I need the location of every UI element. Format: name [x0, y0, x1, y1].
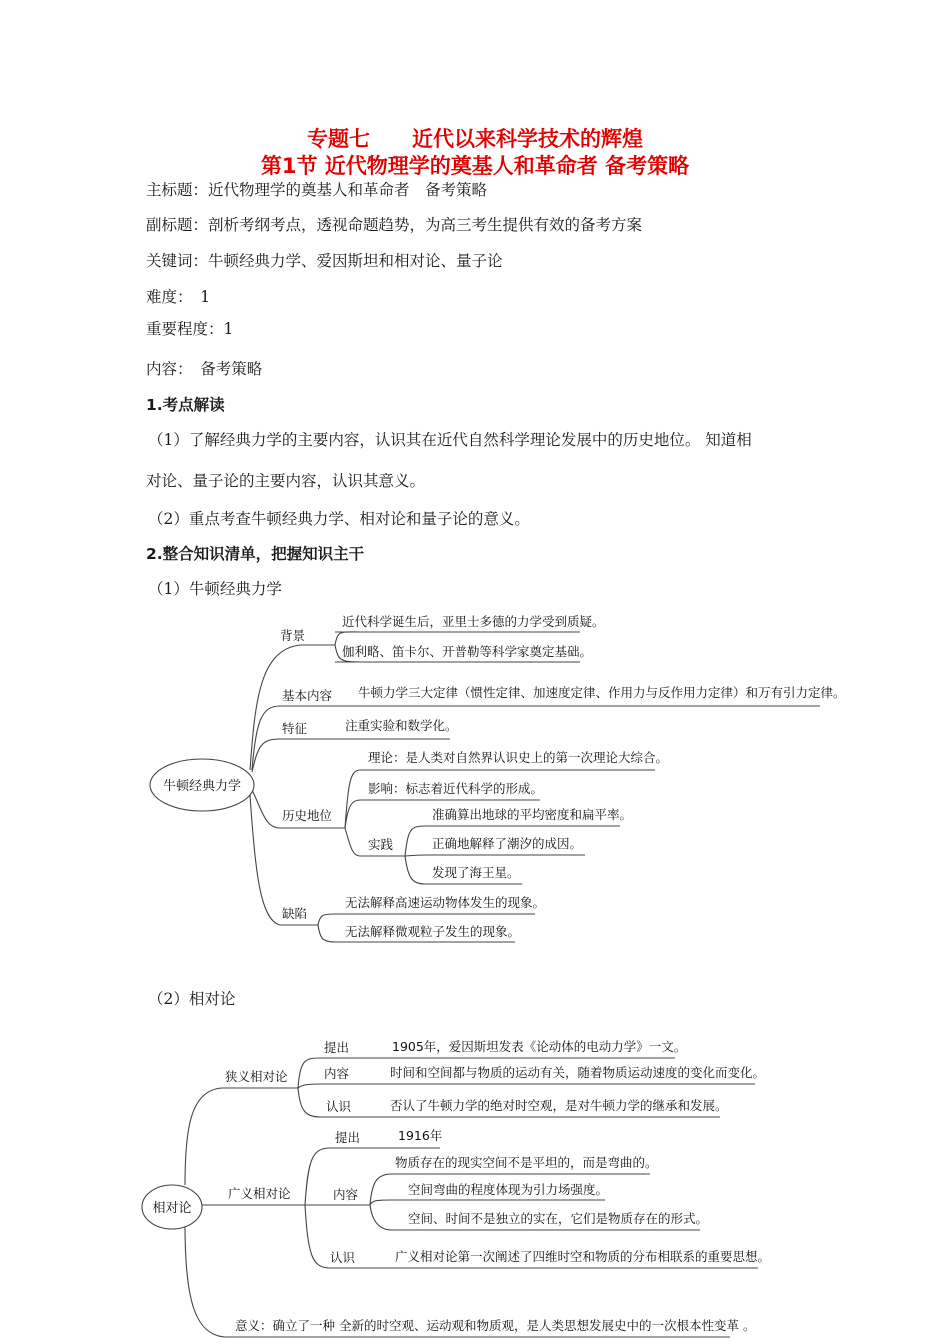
- newton-status-label: 历史地位: [282, 808, 333, 823]
- main-title: 主标题：近代物理学的奠基人和革命者 备考策略: [146, 181, 488, 199]
- sp-propose-label: 提出: [324, 1040, 350, 1055]
- gen-content-label: 内容: [333, 1187, 359, 1202]
- newton-content-label: 基本内容: [282, 688, 333, 703]
- newton-defect-2: 无法解释微观粒子发生的现象。: [345, 924, 521, 939]
- gen-propose-label: 提出: [335, 1130, 361, 1145]
- content-line: 内容： 备考策略: [146, 360, 263, 378]
- newton-content-1: 牛顿力学三大定律（惯性定律、加速度定律、作用力与反作用力定律）和万有引力定律。: [358, 685, 846, 700]
- newton-practice-1: 准确算出地球的平均密度和扁平率。: [432, 807, 633, 822]
- special-relativity-label: 狭义相对论: [225, 1069, 288, 1084]
- section1-heading: 1.考点解读: [146, 396, 225, 414]
- newton-feature-1: 注重实验和数学化。: [345, 718, 458, 733]
- sp-propose: 1905年，爱因斯坦发表《论动体的电动力学》一文。: [392, 1039, 687, 1054]
- difficulty: 难度： 1: [146, 288, 211, 306]
- sp-view-label: 认识: [326, 1099, 352, 1114]
- newton-defect-label: 缺陷: [282, 906, 308, 921]
- subtitle: 副标题：剖析考纲考点，透视命题趋势，为高三考生提供有效的备考方案: [146, 216, 643, 234]
- newton-practice-label: 实践: [368, 837, 394, 852]
- general-relativity-label: 广义相对论: [228, 1186, 291, 1201]
- page-title-line1: 专题七 近代以来科学技术的辉煌: [307, 127, 643, 151]
- gen-view-label: 认识: [330, 1250, 356, 1265]
- gen-view: 广义相对论第一次阐述了四维时空和物质的分布相联系的重要思想。: [395, 1249, 771, 1264]
- importance: 重要程度：1: [146, 320, 234, 338]
- section2-sub2: （2）相对论: [148, 990, 236, 1008]
- section2-heading: 2.整合知识清单，把握知识主干: [146, 545, 365, 563]
- section1-p1-line1: （1）了解经典力学的主要内容，认识其在近代自然科学理论发展中的历史地位。 知道相: [148, 431, 752, 449]
- newton-feature-label: 特征: [282, 721, 308, 736]
- keywords: 关键词：牛顿经典力学、爱因斯坦和相对论、量子论: [146, 252, 503, 270]
- newton-theory: 理论：是人类对自然界认识史上的第一次理论大综合。: [368, 750, 669, 765]
- sp-content: 时间和空间都与物质的运动有关，随着物质运动速度的变化而变化。: [390, 1065, 766, 1080]
- newton-root-label: 牛顿经典力学: [162, 779, 242, 794]
- newton-background-1: 近代科学诞生后，亚里士多德的力学受到质疑。: [342, 614, 605, 629]
- sp-content-label: 内容: [324, 1066, 350, 1081]
- newton-practice-3: 发现了海王星。: [432, 865, 520, 880]
- newton-practice-2: 正确地解释了潮汐的成因。: [432, 836, 583, 851]
- gen-content-3: 空间、时间不是独立的实在，它们是物质存在的形式。: [408, 1211, 709, 1226]
- newton-influence: 影响：标志着近代科学的形成。: [368, 781, 544, 796]
- sp-view: 否认了牛顿力学的绝对时空观，是对牛顿力学的继承和发展。: [390, 1098, 728, 1113]
- relativity-significance: 意义：确立了一种 全新的时空观、运动观和物质观，是人类思想发展史中的一次根本性变革 。: [235, 1318, 756, 1333]
- page-title-line2: 第1节 近代物理学的奠基人和革命者 备考策略: [260, 154, 690, 178]
- gen-content-1: 物质存在的现实空间不是平坦的，而是弯曲的。: [395, 1155, 658, 1170]
- newton-background-label: 背景: [280, 628, 306, 643]
- section2-sub1: （1）牛顿经典力学: [148, 580, 282, 598]
- newton-background-2: 伽利略、笛卡尔、开普勒等科学家奠定基础。: [342, 644, 593, 659]
- newton-defect-1: 无法解释高速运动物体发生的现象。: [345, 895, 546, 910]
- section1-p2: （2）重点考查牛顿经典力学、相对论和量子论的意义。: [148, 510, 530, 528]
- section1-p1-line2: 对论、量子论的主要内容，认识其意义。: [146, 472, 426, 490]
- gen-content-2: 空间弯曲的程度体现为引力场强度。: [408, 1182, 609, 1197]
- gen-propose: 1916年: [398, 1128, 443, 1143]
- relativity-root-label: 相对论: [152, 1201, 192, 1216]
